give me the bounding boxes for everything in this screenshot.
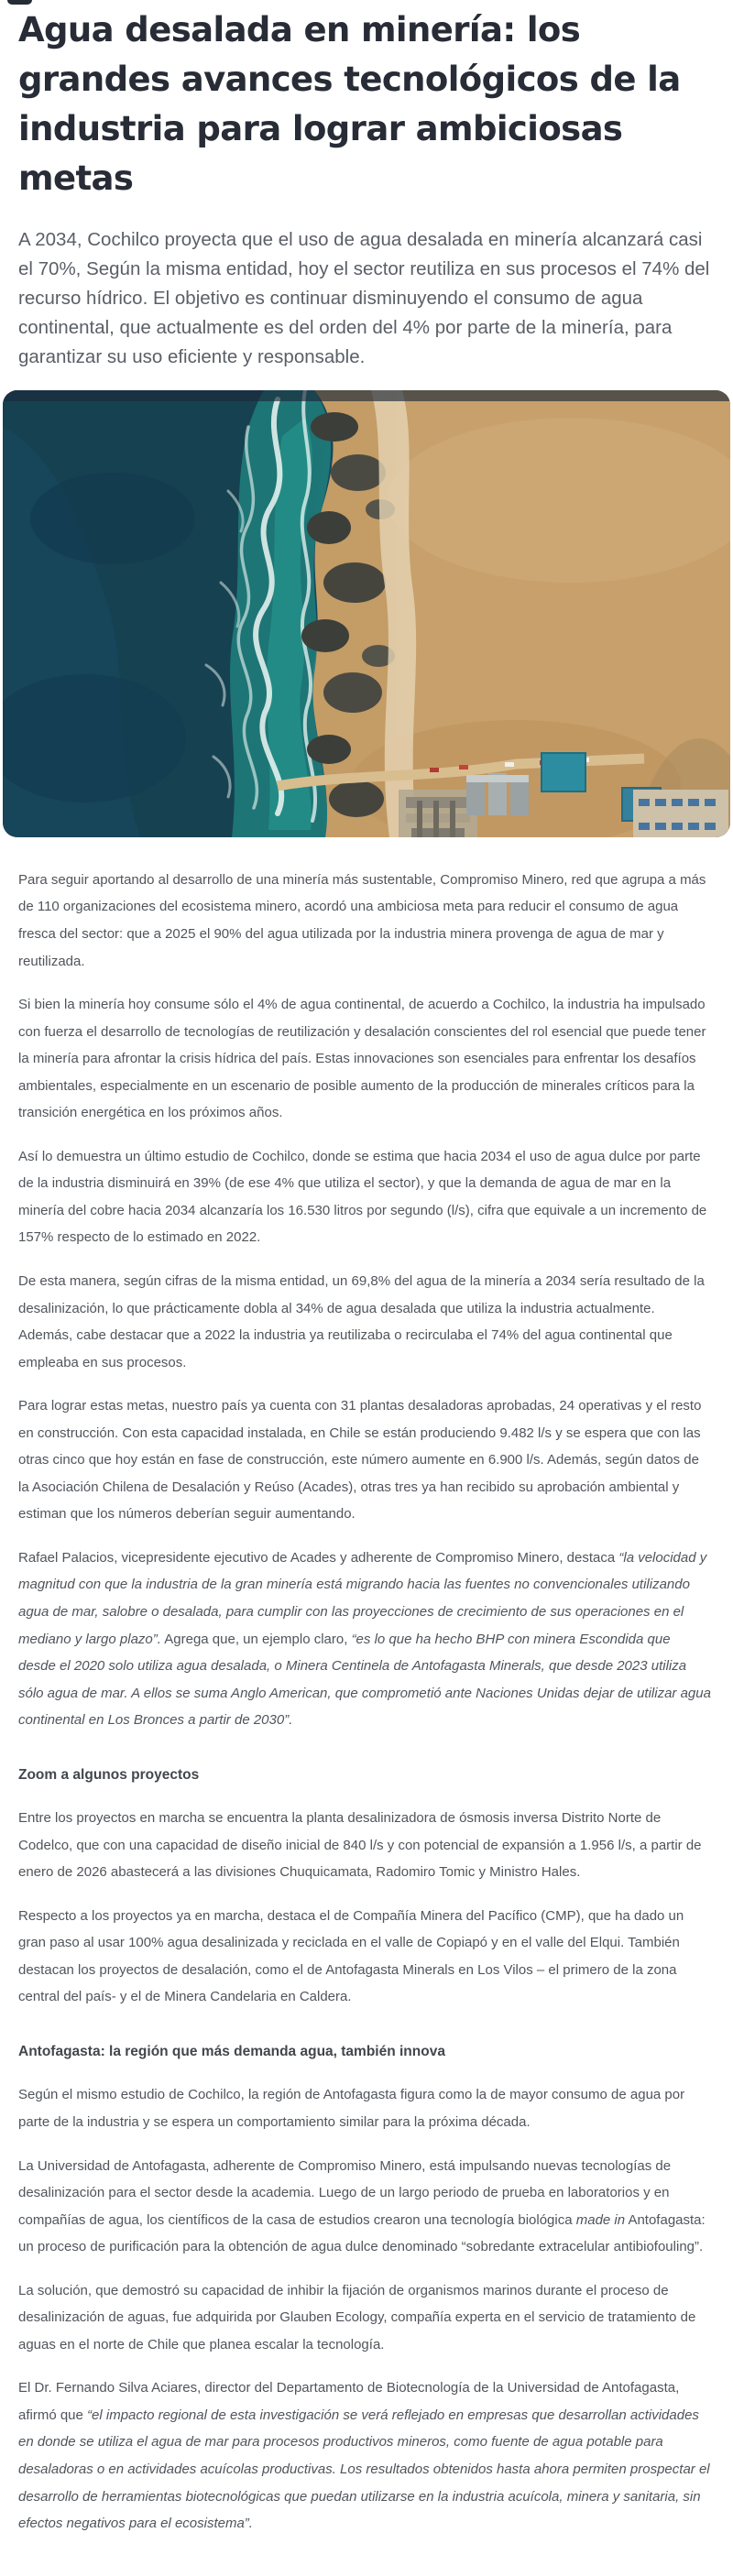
article-body bbox=[18, 867, 711, 2538]
body-paragraph bbox=[18, 1545, 711, 1734]
body-paragraph bbox=[18, 1268, 711, 1376]
text-run: De esta manera, según cifras de la misma entidad, un 69,8% del agua de la minería a 2034 sería resultado de la desalinización, lo que prácticamente dobla al 34% de agua desalada que utiliza la industria actualmente. Además, cabe destacar que a 2022 la industria ya reutilizaba o recirculaba el 74% del agua continental que empleaba en sus procesos. bbox=[18, 1273, 705, 1370]
body-paragraph bbox=[18, 991, 711, 1127]
quote-text: “es lo que ha hecho BHP con minera Escondida que desde el 2020 solo utiliza agua desalada, o Minera Centinela de Antofagasta Minerals, que desde 2023 utiliza sólo agua de mar. A ellos se suma Anglo American, que comprometió ante Naciones Unidas dejar de utilizar agua continental en Los Bronces a partir de 2030”. bbox=[18, 1631, 711, 1729]
body-paragraph bbox=[18, 2374, 711, 2537]
body-paragraph bbox=[18, 867, 711, 975]
quote-text: “el impacto regional de esta investigación se verá reflejado en empresas que desarrollan actividades en donde se utiliza el agua de mar para procesos productivos mineros, como fuente de agua potable para desaladoras o en actividades acuícolas productivas. Los resultados obtenidos hasta ahora permiten prospectar el desarrollo de herramientas biotecnológicas que puedan utilizarse en la industria acuícola, minera y sanitaria, sin efectos negativos para el ecosistema”. bbox=[18, 2407, 710, 2532]
text-run: Para seguir aportando al desarrollo de una minería más sustentable, Compromiso Minero, red que agrupa a más de 110 organizaciones del ecosistema minero, acordó una ambiciosa meta para reducir el consumo de agua fresca del sector: que a 2025 el 90% del agua utilizada por la industria minera provenga de agua de mar y reutilizada. bbox=[18, 871, 706, 969]
text-run: Si bien la minería hoy consume sólo el 4% de agua continental, de acuerdo a Cochilco, la industria ha impulsado con fuerza el desarrollo de tecnologías de reutilización y desalación conscientes del rol esencial que puede tener la minería para afrontar la crisis hídrica del país. Estas innovaciones son esenciales para enfrentar los desafíos ambientales, especialmente en un escenario de posible aumento de la producción de minerales críticos para la transición energética en los próximos años. bbox=[18, 997, 706, 1121]
hero-image bbox=[3, 390, 730, 837]
text-run: Para lograr estas metas, nuestro país ya cuenta con 31 plantas desaladoras aprobadas, 24 operativas y el resto en construcción. Con esta capacidad instalada, en Chile se están produciendo 9.482 l/s y se espera que con las otras cinco que hoy están en fase de construcción, este número aumente en 6.900 l/s. Además, según datos de la Asociación Chilena de Desalación y Reúso (Acades), otras tres ya han recibido su aprobación ambiental y estiman que los números deberían seguir aumentando. bbox=[18, 1398, 702, 1523]
text-run: Agrega que, un ejemplo claro, bbox=[160, 1631, 352, 1647]
hero-image-illustration bbox=[3, 390, 730, 837]
section-heading: Antofagasta: la región que más demanda agua, también innova bbox=[18, 2044, 445, 2060]
body-paragraph bbox=[18, 2081, 711, 2135]
body-paragraph bbox=[18, 2277, 711, 2359]
lead-paragraph: A 2034, Cochilco proyecta que el uso de agua desalada en minería alcanzará casi el 70%, Según la misma entidad, hoy el sector reutiliza en sus procesos el 74% del recurso hídrico. El objetivo es continuar disminuyendo el consumo de agua continental, que actualmente es del orden del 4% por parte de la minería, para garantizar su uso eficiente y responsable. bbox=[18, 229, 710, 367]
body-paragraph bbox=[18, 1392, 711, 1528]
text-run: Así lo demuestra un último estudio de Cochilco, donde se estima que hacia 2034 el uso de agua dulce por parte de la industria disminuirá en 39% (de ese 4% que utiliza el sector), y que la demanda de agua de mar en la minería del cobre hacia 2034 alcanzaría los 16.530 litros por segundo (l/s), cifra que equivale a un incremento de 157% respecto de lo estimado en 2022. bbox=[18, 1148, 707, 1246]
text-run: Rafael Palacios, vicepresidente ejecutivo de Acades y adherente de Compromiso Minero, destaca bbox=[18, 1549, 619, 1566]
body-paragraph bbox=[18, 1903, 711, 2011]
photo-top-shadow bbox=[3, 390, 730, 401]
text-run: Según el mismo estudio de Cochilco, la región de Antofagasta figura como la de mayor consumo de agua por parte de la industria y se espera un comportamiento similar para la próxima década. bbox=[18, 2087, 685, 2131]
grid-complex bbox=[633, 790, 728, 837]
text-run: Antofagasta: un proceso de purificación para la obtención de agua dulce denominado “sobredante extracelular antibiofouling”. bbox=[18, 2211, 706, 2255]
section-heading: Zoom a algunos proyectos bbox=[18, 1766, 200, 1783]
gray-modules bbox=[466, 773, 529, 815]
text-run: La Universidad de Antofagasta, adherente de Compromiso Minero, está impulsando nuevas tecnologías de desalinización para el sector desde la academia. Luego de un largo periodo de prueba en laboratorios y en compañías de agua, los científicos de la casa de estudios crearon una tecnología biológica bbox=[18, 2157, 672, 2228]
cropped-top-element bbox=[7, 0, 32, 5]
text-run: Respecto a los proyectos ya en marcha, destaca el de Compañía Minera del Pacífico (CMP), que ha dado un gran paso al usar 100% agua desalinizada y reciclada en el valle de Copiapó y en el valle del Elqui. También destacan los proyectos de desalación, como el de Antofagasta Minerals en Los Vilos – el primero de la zona central del país- y el de Minera Candelaria en Caldera. bbox=[18, 1907, 684, 2005]
text-run: El Dr. Fernando Silva Aciares, director del Departamento de Biotecnología de la Universidad de Antofagasta, afirmó que bbox=[18, 2380, 680, 2423]
machinery-cluster bbox=[399, 790, 477, 837]
page-title: Agua desalada en minería: los grandes avances tecnológicos de la industria para lograr ambiciosas metas bbox=[18, 10, 681, 199]
text-run: Entre los proyectos en marcha se encuentra la planta desalinizadora de ósmosis inversa Distrito Norte de Codelco, que con una capacidad de diseño inicial de 840 l/s y con potencial de expansión a 1.956 l/s, a partir de enero de 2026 abastecerá a las divisiones Chuquicamata, Radomiro Tomic y Ministro Hales. bbox=[18, 1810, 702, 1881]
body-paragraph bbox=[18, 1805, 711, 1886]
body-paragraph bbox=[18, 1143, 711, 1251]
body-paragraph bbox=[18, 2153, 711, 2261]
quote-text: “la velocidad y magnitud con que la industria de la gran minería está migrando hacia las fuentes no convencionales utilizando agua de mar, salobre o desalada, para cumplir con las proyecciones de crecimiento de sus operaciones en el mediano y largo plazo”. bbox=[18, 1549, 707, 1647]
text-run: La solución, que demostró su capacidad de inhibir la fijación de organismos marinos durante el proceso de desalinización de aguas, fue adquirida por Glauben Ecology, compañía experta en el servicio de tratamiento de aguas en el norte de Chile que planea escalar la tecnología. bbox=[18, 2282, 696, 2352]
quote-text: made in bbox=[575, 2211, 626, 2228]
